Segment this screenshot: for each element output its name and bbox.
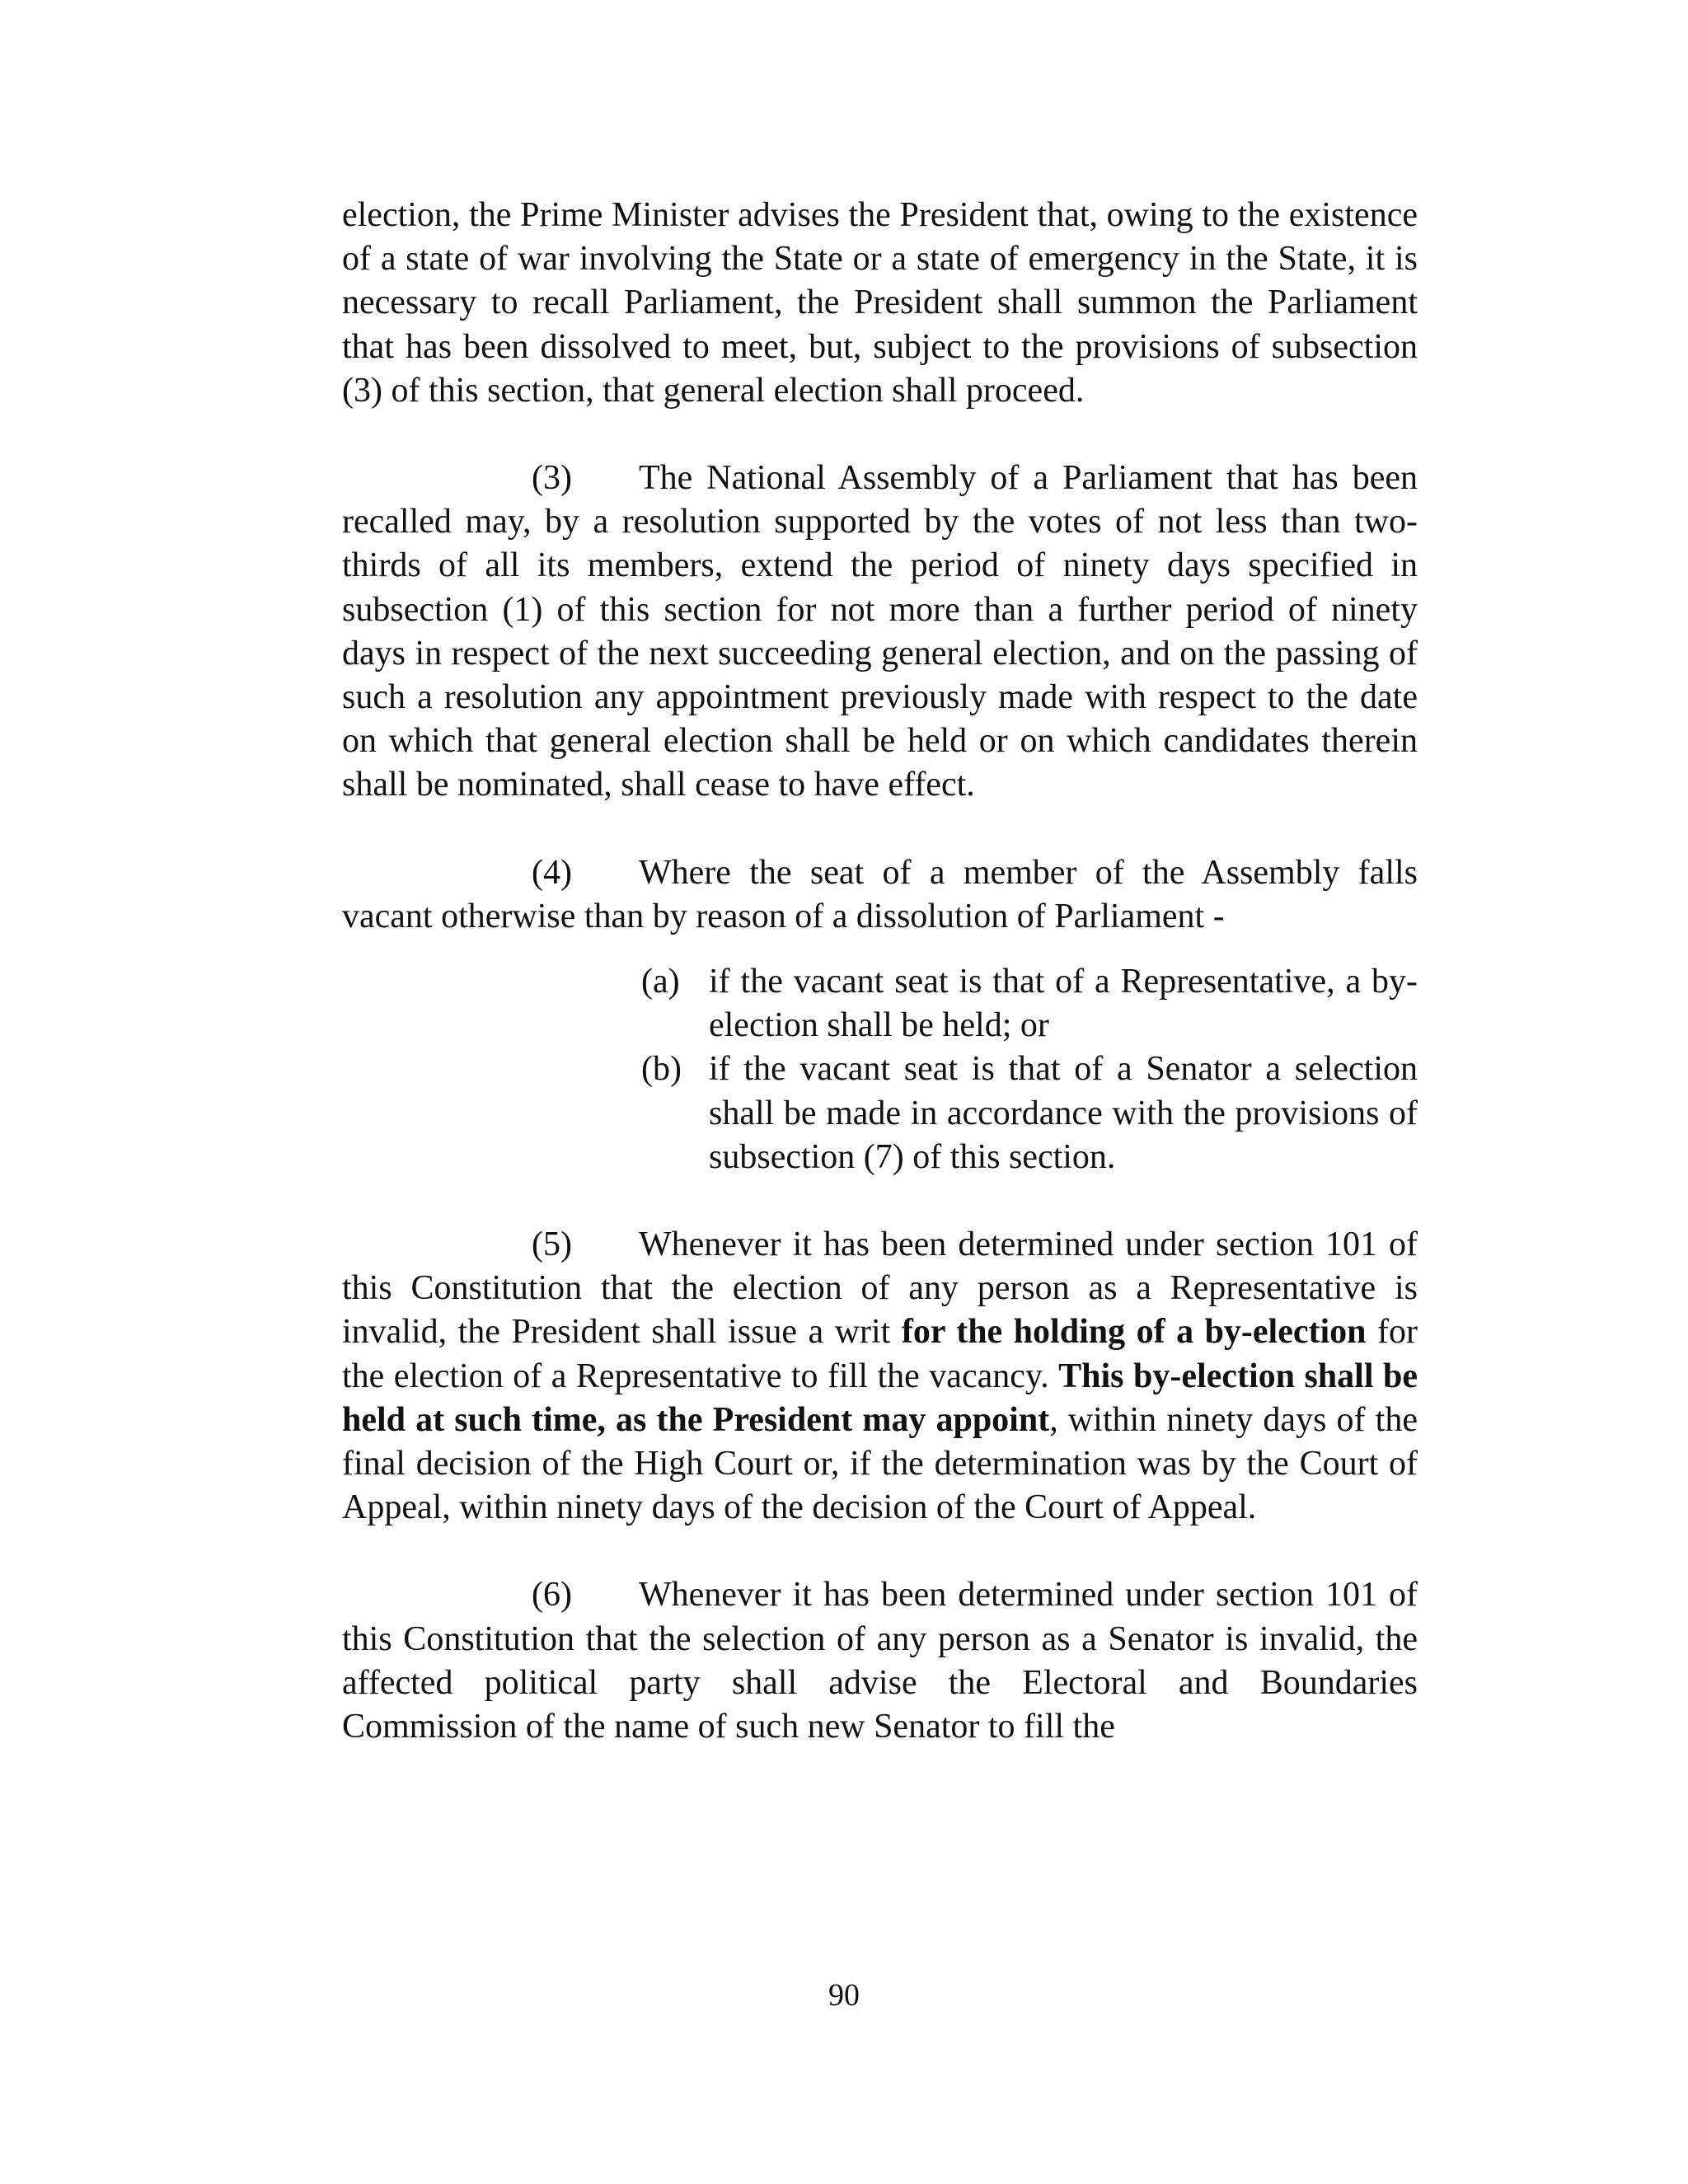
bold-text: This by-election shall be held at such time, as the President may appoint (342, 1357, 1418, 1439)
subsection-number: (5) (532, 1226, 572, 1264)
list-item (641, 1047, 1418, 1179)
subsection-text: for the election of a Representative to fill the vacancy. (342, 1313, 1418, 1395)
subsection-3 (342, 457, 1418, 808)
list-item-text: if the vacant seat is that of a Representative, a by-election shall be held; or (709, 963, 1418, 1045)
subsection-5 (342, 1223, 1418, 1530)
list-item-label: (b) (641, 1050, 682, 1089)
subsection-4-list (342, 960, 1418, 1179)
subsection-6 (342, 1573, 1418, 1749)
list-item (641, 960, 1418, 1047)
subsection-4 (342, 851, 1418, 939)
subsection-number: (4) (532, 853, 572, 892)
subsection-text: The National Assembly of a Parliament that has been recalled may, by a resolution supported by the votes of not less than two-thirds of all its members, extend the period of ninety days specified in subsection (1) of this section for not more than a further period of ninety days in respect of the next succeeding general election, and on the passing of such a resolution any appointment previously made with respect to the date on which that general election shall be held or on which candidates therein shall be nominated, shall cease to have effect. (342, 459, 1418, 804)
bold-text: for the holding of a by-election (901, 1313, 1367, 1352)
document-body (342, 194, 1418, 1793)
subsection-text: Whenever it has been determined under section 101 of this Constitution that the election of any person as a Representative is invalid, the President shall issue a writ (342, 1226, 1418, 1352)
page-number: 90 (828, 1978, 860, 2013)
list-item-text: if the vacant seat is that of a Senator a selection shall be made in accordance with the provisions of subsection (7) of this section. (709, 1050, 1418, 1176)
subsection-number: (3) (532, 459, 572, 498)
subsection-text: Where the seat of a member of the Assembly falls vacant otherwise than by reason of a dissolution of Parliament - (342, 853, 1418, 935)
list-item-label: (a) (641, 963, 680, 1001)
paragraph-continuation: election, the Prime Minister advises the President that, owing to the existence of a state of war involving the State or a state of emergency in the State, it is necessary to recall Parliament, the President shall summon the Parliament that has been dissolved to meet, but, subject to the provisions of subsection (3) of this section, that general election shall proceed. (342, 196, 1418, 410)
subsection-number: (6) (532, 1576, 572, 1615)
subsection-text: , within ninety days of the final decision of the High Court or, if the determination was by the Court of Appeal, within ninety days of the decision of the Court of Appeal. (342, 1400, 1418, 1527)
subsection-text: Whenever it has been determined under section 101 of this Constitution that the selection of any person as a Senator is invalid, the affected political party shall advise the Electoral and Boundaries Commission of the name of such new Senator to fill the (342, 1576, 1418, 1746)
